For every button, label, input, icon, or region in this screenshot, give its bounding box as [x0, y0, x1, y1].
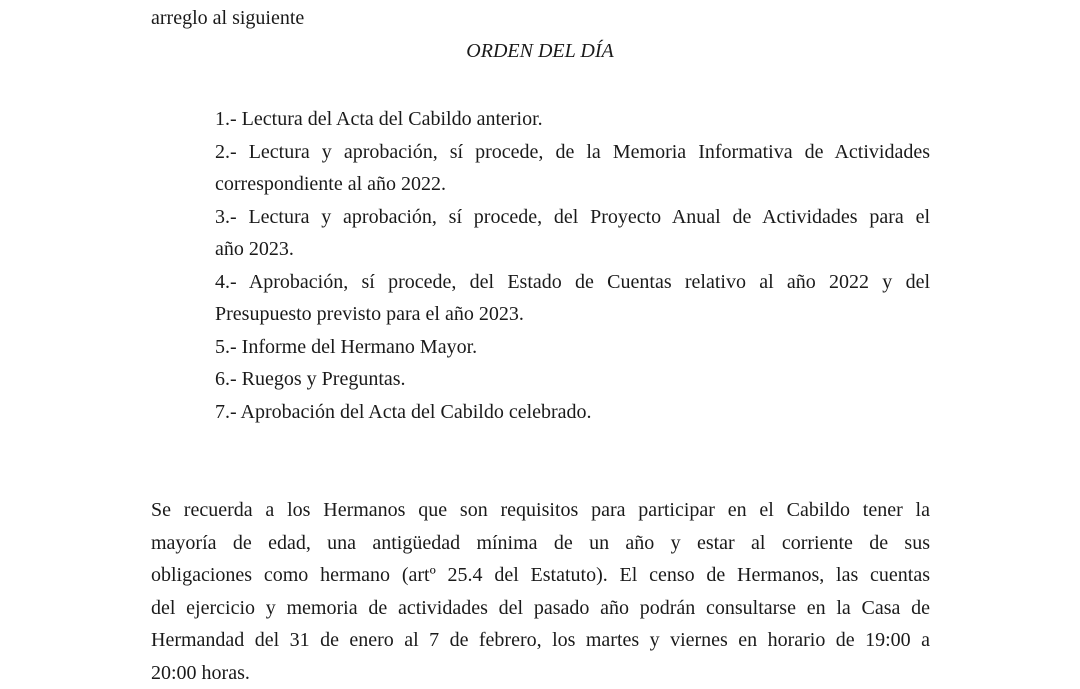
agenda-item	[215, 201, 930, 266]
intro-text: arreglo al siguiente	[151, 6, 304, 30]
agenda-item-line: 5.- Informe del Hermano Mayor.	[215, 331, 930, 364]
agenda-item-line: 4.- Aprobación, sí procede, del Estado de Cuentas relativo al año 2022 y del	[215, 266, 930, 299]
reminder-line: Se recuerda a los Hermanos que son requisitos para participar en el Cabildo tener la	[151, 494, 930, 527]
agenda-item	[215, 331, 930, 364]
agenda-item-line: año 2023.	[215, 233, 930, 266]
reminder-line: mayoría de edad, una antigüedad mínima de un año y estar al corriente de sus	[151, 527, 930, 560]
reminder-line: obligaciones como hermano (artº 25.4 del Estatuto). El censo de Hermanos, las cuentas	[151, 559, 930, 592]
agenda-item	[215, 266, 930, 331]
agenda-item-line: 3.- Lectura y aprobación, sí procede, del Proyecto Anual de Actividades para el	[215, 201, 930, 234]
agenda-item-line: correspondiente al año 2022.	[215, 168, 930, 201]
reminder-paragraph	[151, 494, 930, 689]
agenda-item	[215, 363, 930, 396]
agenda-item	[215, 103, 930, 136]
reminder-line: del ejercicio y memoria de actividades del pasado año podrán consultarse en la Casa de	[151, 592, 930, 625]
agenda-item	[215, 396, 930, 429]
agenda-heading: ORDEN DEL DÍA	[0, 39, 1080, 63]
agenda-item-line: 7.- Aprobación del Acta del Cabildo celebrado.	[215, 396, 930, 429]
agenda-item-line: 6.- Ruegos y Preguntas.	[215, 363, 930, 396]
agenda-list	[215, 103, 930, 428]
agenda-item-line: 1.- Lectura del Acta del Cabildo anterior.	[215, 103, 930, 136]
agenda-item-line: 2.- Lectura y aprobación, sí procede, de la Memoria Informativa de Actividades	[215, 136, 930, 169]
reminder-line: Hermandad del 31 de enero al 7 de febrero, los martes y viernes en horario de 19:00 a	[151, 624, 930, 657]
agenda-item	[215, 136, 930, 201]
reminder-line: 20:00 horas.	[151, 657, 930, 689]
agenda-item-line: Presupuesto previsto para el año 2023.	[215, 298, 930, 331]
